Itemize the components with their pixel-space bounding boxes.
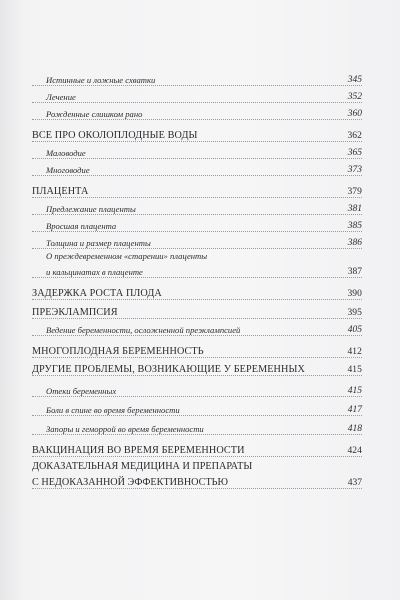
toc-entry-page: 360 (347, 109, 362, 119)
toc-section (32, 284, 362, 300)
toc-entry-page: 437 (347, 478, 362, 488)
toc-entry-title: Рожденные слишком рано (46, 109, 143, 119)
toc-entry-page: 387 (347, 267, 362, 277)
toc-section-title: ПЛАЦЕНТА (32, 186, 89, 197)
toc-entry-page: 365 (347, 148, 362, 158)
toc-section (32, 441, 362, 457)
toc-section-title: ДРУГИЕ ПРОБЛЕМЫ, ВОЗНИКАЮЩИЕ У БЕРЕМЕННЫХ (32, 364, 305, 375)
toc-entry-page: 405 (347, 325, 362, 335)
toc-entry-title-line2: и кальцинатах в плаценте (46, 267, 143, 277)
toc-entry (32, 198, 362, 215)
toc-entry-page: 386 (347, 238, 362, 248)
toc-entry-page: 352 (347, 92, 362, 102)
toc-entry (32, 399, 362, 416)
toc-entry-page: 390 (347, 289, 362, 299)
toc-entry-title-line1: О преждевременном «старении» плаценты (46, 251, 208, 261)
toc-entry (32, 380, 362, 397)
toc-entry (32, 142, 362, 159)
toc-entry-title: Лечение (46, 92, 76, 102)
toc-section-title: ВСЕ ПРО ОКОЛОПЛОДНЫЕ ВОДЫ (32, 130, 198, 141)
toc-section-title: МНОГОПЛОДНАЯ БЕРЕМЕННОСТЬ (32, 346, 204, 357)
toc-entry (32, 215, 362, 232)
toc-entry (32, 249, 362, 278)
toc-entry-page: 385 (347, 221, 362, 231)
toc-section (32, 342, 362, 358)
toc-entry-title: Толщина и размер плаценты (46, 238, 151, 248)
toc-entry (32, 69, 362, 86)
toc-entry-page: 395 (347, 308, 362, 318)
table-of-contents (32, 69, 362, 489)
toc-entry-page: 379 (347, 187, 362, 197)
toc-entry (32, 103, 362, 120)
toc-entry-page: 415 (347, 365, 362, 375)
toc-entry-page: 424 (347, 446, 362, 456)
toc-entry-title: Отеки беременных (46, 386, 117, 396)
toc-entry-page: 373 (347, 165, 362, 175)
toc-section-title: ПРЕЭКЛАМПСИЯ (32, 307, 118, 318)
toc-entry-page: 415 (347, 386, 362, 396)
toc-section (32, 303, 362, 319)
toc-section (32, 360, 362, 376)
toc-entry (32, 159, 362, 176)
toc-section-title-line2: С НЕДОКАЗАННОЙ ЭФФЕКТИВНОСТЬЮ (32, 477, 229, 488)
toc-entry (32, 319, 362, 336)
toc-entry-page: 362 (347, 131, 362, 141)
toc-section (32, 126, 362, 142)
toc-entry (32, 86, 362, 103)
toc-entry-page: 381 (347, 204, 362, 214)
toc-section-title: ВАКЦИНАЦИЯ ВО ВРЕМЯ БЕРЕМЕННОСТИ (32, 445, 245, 456)
toc-section (32, 460, 362, 489)
toc-entry-title: Предлежание плаценты (46, 204, 136, 214)
toc-entry-title: Запоры и геморрой во время беременности (46, 424, 204, 434)
toc-entry-title: Истинные и ложные схватки (46, 75, 156, 85)
toc-entry-page: 412 (347, 347, 362, 357)
toc-section-title: ЗАДЕРЖКА РОСТА ПЛОДА (32, 288, 162, 299)
toc-entry-page: 345 (347, 75, 362, 85)
toc-entry-title: Боли в спине во время беременности (46, 405, 180, 415)
toc-section (32, 182, 362, 198)
toc-entry-title: Многоводие (46, 165, 90, 175)
toc-entry-title: Вросшая плацента (46, 221, 117, 231)
toc-entry (32, 232, 362, 249)
toc-entry-page: 418 (347, 424, 362, 434)
toc-section-title-line1: ДОКАЗАТЕЛЬНАЯ МЕДИЦИНА И ПРЕПАРАТЫ (32, 461, 253, 472)
toc-entry-title: Маловодие (46, 148, 86, 158)
toc-entry-title: Ведение беременности, осложненной преэклампсией (46, 325, 241, 335)
toc-entry-page: 417 (347, 405, 362, 415)
toc-entry (32, 418, 362, 435)
